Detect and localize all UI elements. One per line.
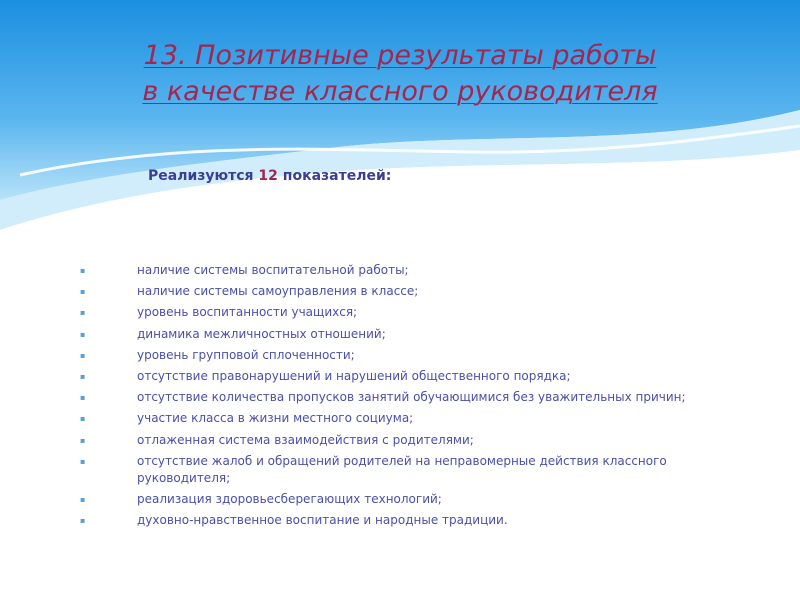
bullet-icon: ▪ (80, 350, 86, 360)
bullet-icon: ▪ (80, 287, 86, 297)
indicator-list (0, 262, 760, 533)
slide-title (0, 38, 800, 110)
list-item-text: уровень групповой сплоченности; (137, 347, 355, 362)
list-item (0, 389, 727, 406)
title-line-2: в качестве классного руководителя (142, 76, 658, 107)
list-item (0, 410, 727, 427)
list-item-text: уровень воспитанности учащихся; (137, 305, 358, 320)
bullet-icon: ▪ (80, 494, 86, 504)
list-item (0, 368, 727, 385)
bullet-icon: ▪ (80, 371, 86, 381)
list-item-text: отлаженная система взаимодействия с родителями; (137, 432, 474, 447)
list-item (0, 512, 727, 529)
list-item (0, 326, 727, 343)
list-item-text: наличие системы самоуправления в классе; (137, 284, 419, 299)
list-item (0, 262, 727, 279)
list-item (0, 491, 727, 508)
list-item-text: наличие системы воспитательной работы; (137, 263, 409, 277)
list-item (0, 432, 727, 449)
bullet-icon: ▪ (80, 308, 86, 318)
list-item (0, 453, 727, 487)
subtitle-count: 12 (258, 168, 278, 184)
list-item (0, 347, 727, 364)
list-item-text: реализация здоровьесберегающих технологий; (137, 491, 442, 506)
list-item-text: отсутствие правонарушений и нарушений общественного порядка; (137, 368, 571, 383)
list-item (0, 304, 727, 321)
bullet-icon: ▪ (80, 329, 86, 339)
list-item-text: отсутствие жалоб и обращений родителей на неправомерные действия классного руководителя; (137, 453, 667, 485)
title-line-1: 13. Позитивные результаты работы (143, 40, 657, 71)
bullet-icon: ▪ (80, 456, 86, 466)
bullet-icon: ▪ (80, 435, 86, 445)
bullet-icon: ▪ (80, 266, 86, 275)
bullet-icon: ▪ (80, 516, 86, 526)
list-item (0, 283, 727, 300)
list-item-text: духовно-нравственное воспитание и народные традиции. (137, 513, 508, 528)
list-item-text: динамика межличностных отношений; (137, 326, 386, 341)
list-item-text: участие класса в жизни местного социума; (137, 411, 414, 426)
bullet-icon: ▪ (80, 414, 86, 424)
bullet-icon: ▪ (80, 393, 86, 403)
subtitle-text-after: показателей: (277, 168, 392, 184)
subtitle-text-before: Реализуются (148, 168, 259, 184)
list-item-text: отсутствие количества пропусков занятий обучающимися без уважительных причин; (137, 390, 686, 405)
subtitle (148, 168, 391, 184)
